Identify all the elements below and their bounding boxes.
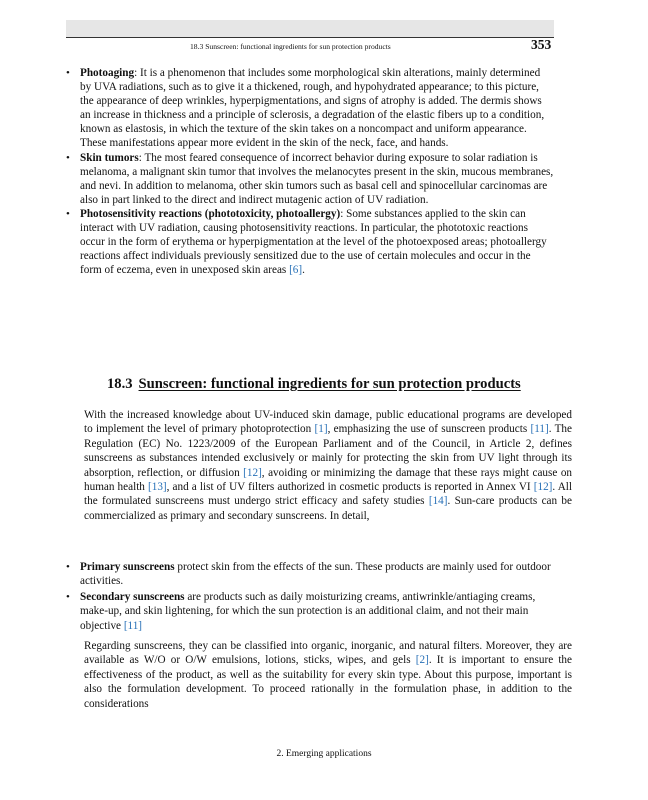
header-rule [66, 37, 554, 38]
citation-link[interactable]: [12] [533, 481, 553, 494]
section-heading [107, 376, 521, 393]
citation-link[interactable]: [1] [314, 423, 328, 436]
bullet-photosensitivity [66, 207, 554, 277]
sunscreen-type-list [66, 560, 554, 634]
bullet-text: protect skin from the effects of the sun. These products are mainly used for outdoor activities. [80, 561, 551, 588]
damage-bullet-list [66, 66, 554, 277]
bullet-skin-tumors [66, 151, 554, 207]
citation-link[interactable]: [11] [530, 423, 549, 436]
page-footer: 2. Emerging applications [276, 749, 372, 759]
citation-link[interactable]: [13] [148, 481, 167, 494]
section-number: 18.3 [107, 376, 133, 392]
bullet-term: Secondary sunscreens [80, 590, 185, 603]
citation-link[interactable]: [14] [428, 495, 448, 508]
citation-link[interactable]: [12] [243, 466, 262, 479]
bullet-end: . [302, 264, 305, 277]
citation-link[interactable]: [2] [415, 654, 429, 667]
bullet-text: : It is a phenomenon that includes some morphological skin alterations, mainly determined by UVA radiations, such as to give it a thickened, rough, and hypohydrated appearance; to this picture, the appearance of deep wrinkles, hyperpigmentations, and signs of atrophy is added. The dermis shows an increase in thickness and a principle of sclerosis, a degradation of the elastic fibers up to a condition, known as elastosis, in which the texture of the skin takes on a noncompact and uniform appearance. These manifestations appear more evident in the skin of the neck, face, and hands. [80, 67, 545, 150]
text-run: Regarding sunscreens, they can be classified into organic, inorganic, and natural filters. Moreover, they are available as W/O or O/W emulsions, lotions, sticks, wipes, and gels [84, 640, 572, 667]
text-run: , and a list of UV filters authorized in cosmetic products is reported in Annex VI [166, 481, 534, 494]
bullet-term: Photosensitivity reactions (phototoxicity, photoallergy) [80, 207, 341, 220]
text-run: . The Regulation (EC) No. 1223/2009 of the European Parliament and of the Council, in Article 2, defines sunscreens as substances intended exclusively or mainly for protecting the skin from UV light through its absorption, reflection, or diffusion [84, 423, 572, 479]
paragraph-intro [66, 408, 572, 523]
text-run: . Sun-care products can be commercialized as primary and secondary sunscreens. In detail, [84, 495, 572, 522]
bullet-text: : The most feared consequence of incorrect behavior during exposure to solar radiation is melanoma, a malignant skin tumor that involves the melanocytes present in the skin, mucous membranes, and nevi. In addition to melanoma, other skin tumors such as basal cell and spinocellular carcinomas are also in part linked to the direct and indirect mutagenic action of UV radiation. [80, 151, 554, 206]
text-run: . All the formulated sunscreens must undergo strict efficacy and safety studies [84, 481, 572, 508]
bullet-secondary-sunscreens [66, 590, 554, 633]
text-run: , emphasizing the use of sunscreen products [327, 423, 531, 436]
bullet-text: are products such as daily moisturizing creams, antiwrinkle/antiaging creams, make-up, and skin lightening, for which the sun protection is an additional claim, and not their main objective [80, 590, 536, 632]
citation-link[interactable]: [6] [289, 264, 303, 277]
page-header-band [66, 20, 554, 37]
bullet-term: Primary sunscreens [80, 561, 175, 573]
running-head: 18.3 Sunscreen: functional ingredients for sun protection products [190, 42, 391, 51]
bullet-term: Skin tumors [80, 151, 139, 164]
citation-link[interactable]: [11] [123, 619, 143, 632]
paragraph-classification [66, 639, 572, 711]
text-run: . It is important to ensure the effectiveness of the product, as well as the suitability for every skin type. About this purpose, important is also the formulation development. To proceed rationally in the formulation phase, in addition to the considerations [84, 654, 572, 710]
bullet-primary-sunscreens [66, 560, 554, 589]
page-number: 353 [531, 37, 552, 52]
bullet-term: Photoaging [80, 67, 135, 79]
bullet-text: : Some substances applied to the skin can interact with UV radiation, causing photosensitivity reactions. In particular, the phototoxic reactions occur in the form of erythema or hyperpigmentation at the level of the photoexposed areas; photoallergy reactions affect individuals previously sensitized due to the use of certain molecules and occur in the form of eczema, even in unexposed skin areas [80, 207, 547, 277]
text-run: With the increased knowledge about UV-induced skin damage, public educational programs are developed to implement the level of primary photoprotection [84, 409, 572, 436]
bullet-photoaging [66, 66, 554, 151]
text-run: , avoiding or minimizing the damage that these rays might cause on human health [84, 466, 573, 494]
section-title: Sunscreen: functional ingredients for sun protection products [138, 376, 521, 392]
